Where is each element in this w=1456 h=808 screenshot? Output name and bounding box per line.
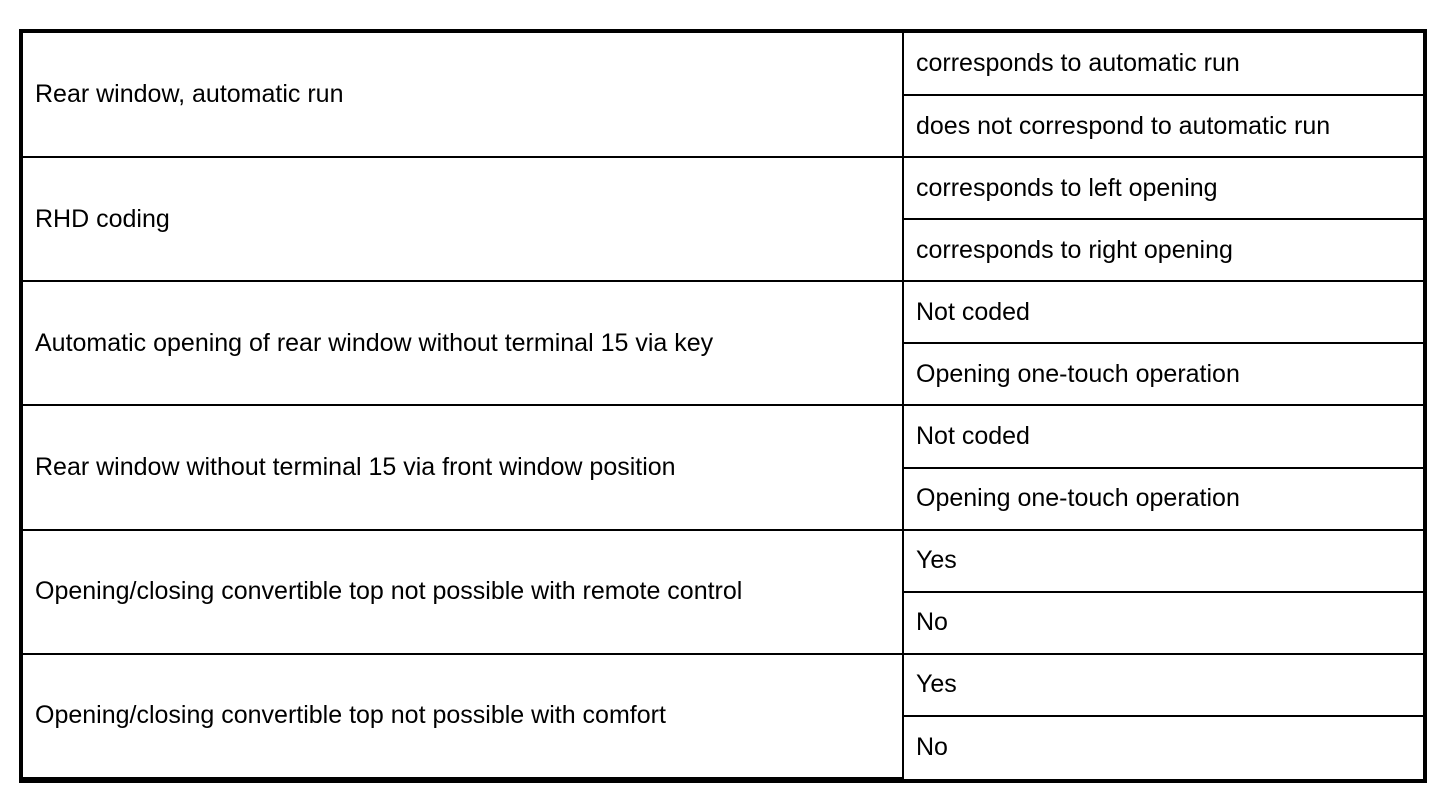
option-cell: Opening one-touch operation xyxy=(903,343,1423,405)
option-cell: corresponds to left opening xyxy=(903,157,1423,219)
setting-label: Rear window without terminal 15 via front window position xyxy=(23,405,903,529)
table-row xyxy=(23,33,1423,95)
option-cell: Not coded xyxy=(903,281,1423,343)
setting-label: RHD coding xyxy=(23,157,903,281)
option-cell: No xyxy=(903,592,1423,654)
option-cell: No xyxy=(903,716,1423,778)
option-cell: corresponds to automatic run xyxy=(903,33,1423,95)
setting-label: Rear window, automatic run xyxy=(23,33,903,157)
setting-label: Opening/closing convertible top not possible with comfort xyxy=(23,654,903,778)
option-cell: corresponds to right opening xyxy=(903,219,1423,281)
setting-label: Automatic opening of rear window without terminal 15 via key xyxy=(23,281,903,405)
coding-table-frame xyxy=(19,29,1427,783)
option-cell: Yes xyxy=(903,654,1423,716)
option-cell: Opening one-touch operation xyxy=(903,468,1423,530)
setting-label: Opening/closing convertible top not possible with remote control xyxy=(23,530,903,654)
table-row xyxy=(23,654,1423,716)
table-row xyxy=(23,281,1423,343)
option-cell: Yes xyxy=(903,530,1423,592)
option-cell: does not correspond to automatic run xyxy=(903,95,1423,157)
option-cell: Not coded xyxy=(903,405,1423,467)
coding-options-table xyxy=(23,33,1423,779)
table-row xyxy=(23,405,1423,467)
table-row xyxy=(23,530,1423,592)
table-row xyxy=(23,157,1423,219)
